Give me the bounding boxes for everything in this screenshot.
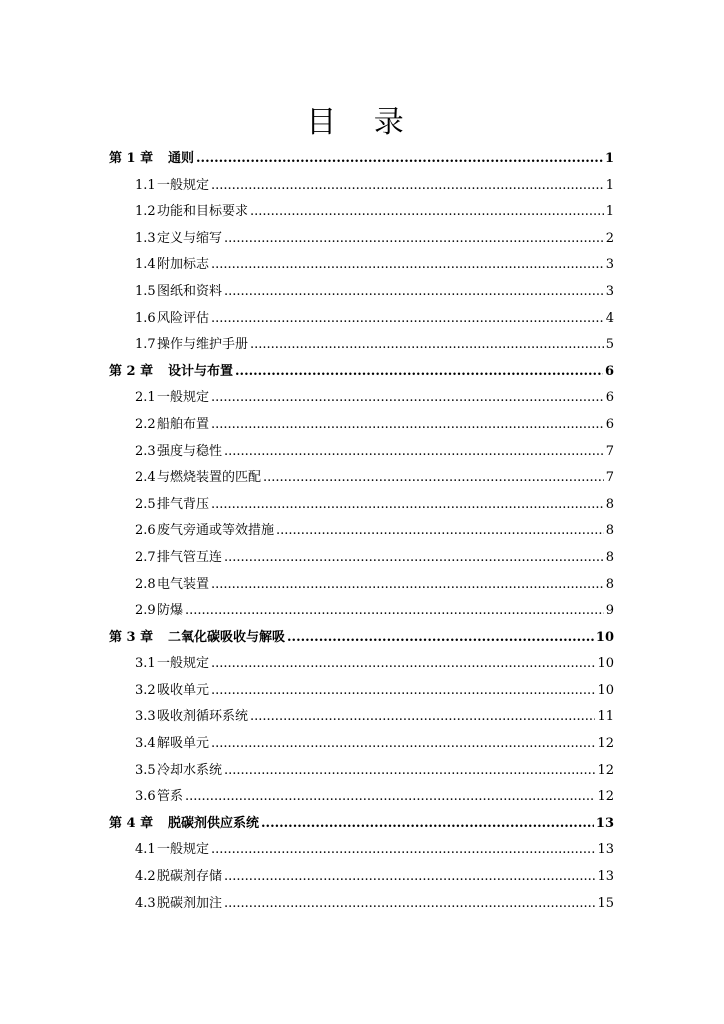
table-of-contents (109, 146, 614, 917)
toc-chapter-entry[interactable] (109, 146, 614, 173)
entry-title: 操作与维护手册 (157, 337, 249, 353)
dot-leader (196, 146, 603, 173)
entry-number: 2.1 (135, 390, 156, 406)
dot-leader (250, 704, 595, 731)
toc-section-entry[interactable] (109, 651, 614, 678)
entry-title: 防爆 (157, 603, 184, 619)
entry-number: 4.3 (135, 895, 156, 911)
entry-title: 功能和目标要求 (157, 204, 249, 220)
dot-leader (211, 252, 604, 279)
toc-section-entry[interactable] (109, 385, 614, 412)
entry-title: 脱碳剂存储 (157, 869, 223, 885)
entry-number: 2.4 (135, 470, 156, 486)
entry-title: 二氧化碳吸收与解吸 (168, 629, 286, 645)
dot-leader (211, 492, 604, 519)
toc-section-entry[interactable] (109, 545, 614, 572)
toc-section-entry[interactable] (109, 252, 614, 279)
entry-title: 冷却水系统 (157, 762, 223, 778)
toc-section-entry[interactable] (109, 784, 614, 811)
dot-leader (287, 625, 594, 652)
entry-page-number: 10 (595, 629, 614, 645)
entry-page-number: 8 (605, 496, 614, 512)
dot-leader (224, 758, 595, 785)
entry-title: 一般规定 (157, 177, 210, 193)
toc-section-entry[interactable] (109, 518, 614, 545)
entry-number: 1.6 (135, 310, 156, 326)
entry-number: 1.3 (135, 230, 156, 246)
toc-section-entry[interactable] (109, 837, 614, 864)
toc-section-entry[interactable] (109, 199, 614, 226)
entry-number: 3.5 (135, 762, 156, 778)
dot-leader (235, 359, 603, 386)
entry-title: 吸收单元 (157, 682, 210, 698)
entry-title: 解吸单元 (157, 736, 210, 752)
entry-number: 第 4 章 (109, 815, 154, 831)
entry-number: 2.6 (135, 523, 156, 539)
toc-section-entry[interactable] (109, 226, 614, 253)
entry-page-number: 10 (597, 656, 614, 672)
dot-leader (211, 651, 595, 678)
entry-title: 与燃烧装置的匹配 (157, 470, 262, 486)
entry-page-number: 3 (605, 257, 614, 273)
dot-leader (211, 385, 604, 412)
entry-page-number: 1 (605, 204, 614, 220)
entry-title: 强度与稳性 (157, 443, 223, 459)
entry-title: 船舶布置 (157, 416, 210, 432)
entry-title: 附加标志 (157, 257, 210, 273)
entry-title: 定义与缩写 (157, 230, 223, 246)
entry-page-number: 3 (605, 283, 614, 299)
entry-number: 2.2 (135, 416, 156, 432)
dot-leader (211, 412, 604, 439)
dot-leader (224, 439, 604, 466)
entry-page-number: 15 (597, 895, 614, 911)
entry-page-number: 7 (605, 443, 614, 459)
toc-section-entry[interactable] (109, 891, 614, 918)
entry-page-number: 10 (597, 682, 614, 698)
toc-section-entry[interactable] (109, 598, 614, 625)
entry-page-number: 13 (597, 869, 614, 885)
entry-number: 3.3 (135, 709, 156, 725)
entry-title: 一般规定 (157, 842, 210, 858)
toc-section-entry[interactable] (109, 704, 614, 731)
toc-section-entry[interactable] (109, 492, 614, 519)
entry-title: 图纸和资料 (157, 283, 223, 299)
entry-number: 1.1 (135, 177, 156, 193)
dot-leader (211, 837, 595, 864)
toc-section-entry[interactable] (109, 306, 614, 333)
toc-section-entry[interactable] (109, 412, 614, 439)
entry-page-number: 1 (604, 151, 614, 166)
dot-leader (211, 678, 595, 705)
page-title: 目 录 (306, 105, 418, 140)
entry-title: 吸收剂循环系统 (157, 709, 249, 725)
entry-number: 第 1 章 (109, 151, 154, 166)
toc-section-entry[interactable] (109, 173, 614, 200)
dot-leader (224, 545, 604, 572)
toc-chapter-entry[interactable] (109, 625, 614, 652)
entry-title: 风险评估 (157, 310, 210, 326)
entry-title: 一般规定 (157, 656, 210, 672)
toc-section-entry[interactable] (109, 439, 614, 466)
dot-leader (224, 891, 595, 918)
entry-number: 3.4 (135, 736, 156, 752)
entry-title: 排气管互连 (157, 549, 223, 565)
dot-leader (224, 279, 604, 306)
entry-page-number: 6 (604, 363, 614, 379)
toc-section-entry[interactable] (109, 279, 614, 306)
entry-number: 第 3 章 (109, 629, 154, 645)
toc-chapter-entry[interactable] (109, 811, 614, 838)
entry-page-number: 13 (597, 842, 614, 858)
toc-section-entry[interactable] (109, 864, 614, 891)
entry-page-number: 13 (595, 815, 614, 831)
dot-leader (211, 572, 604, 599)
entry-page-number: 8 (605, 576, 614, 592)
entry-page-number: 7 (605, 470, 614, 486)
entry-number: 4.2 (135, 869, 156, 885)
entry-title: 排气背压 (157, 496, 210, 512)
entry-page-number: 2 (605, 230, 614, 246)
dot-leader (250, 332, 604, 359)
entry-number: 2.9 (135, 603, 156, 619)
dot-leader (224, 864, 595, 891)
entry-number: 3.2 (135, 682, 156, 698)
entry-number: 1.5 (135, 283, 156, 299)
entry-title: 脱碳剂加注 (157, 895, 223, 911)
entry-number: 1.7 (135, 337, 156, 353)
entry-title: 脱碳剂供应系统 (168, 815, 260, 831)
dot-leader (263, 465, 604, 492)
entry-page-number: 8 (605, 549, 614, 565)
dot-leader (276, 518, 604, 545)
entry-number: 2.7 (135, 549, 156, 565)
entry-page-number: 12 (597, 762, 614, 778)
entry-title: 设计与布置 (168, 363, 234, 379)
entry-number: 4.1 (135, 842, 156, 858)
toc-section-entry[interactable] (109, 678, 614, 705)
entry-number: 1.2 (135, 204, 156, 220)
entry-number: 2.8 (135, 576, 156, 592)
dot-leader (261, 811, 594, 838)
toc-section-entry[interactable] (109, 758, 614, 785)
entry-page-number: 4 (605, 310, 614, 326)
entry-title: 电气装置 (157, 576, 210, 592)
toc-chapter-entry[interactable] (109, 359, 614, 386)
entry-number: 2.3 (135, 443, 156, 459)
toc-section-entry[interactable] (109, 465, 614, 492)
entry-page-number: 6 (605, 416, 614, 432)
entry-title: 一般规定 (157, 390, 210, 406)
toc-section-entry[interactable] (109, 731, 614, 758)
dot-leader (250, 199, 604, 226)
entry-number: 第 2 章 (109, 363, 154, 379)
entry-number: 2.5 (135, 496, 156, 512)
entry-title: 废气旁通或等效措施 (157, 523, 275, 539)
entry-page-number: 8 (605, 523, 614, 539)
entry-page-number: 9 (605, 603, 614, 619)
entry-number: 1.4 (135, 257, 156, 273)
dot-leader (224, 226, 604, 253)
toc-section-entry[interactable] (109, 332, 614, 359)
entry-page-number: 11 (597, 709, 614, 725)
dot-leader (185, 598, 604, 625)
entry-page-number: 6 (605, 390, 614, 406)
entry-page-number: 1 (605, 177, 614, 193)
dot-leader (211, 731, 595, 758)
toc-section-entry[interactable] (109, 572, 614, 599)
entry-page-number: 12 (597, 736, 614, 752)
entry-page-number: 12 (597, 789, 614, 805)
dot-leader (211, 173, 604, 200)
entry-page-number: 5 (605, 337, 614, 353)
dot-leader (211, 306, 604, 333)
entry-number: 3.6 (135, 789, 156, 805)
entry-title: 通则 (168, 151, 195, 166)
entry-title: 管系 (157, 789, 184, 805)
dot-leader (185, 784, 595, 811)
entry-number: 3.1 (135, 656, 156, 672)
